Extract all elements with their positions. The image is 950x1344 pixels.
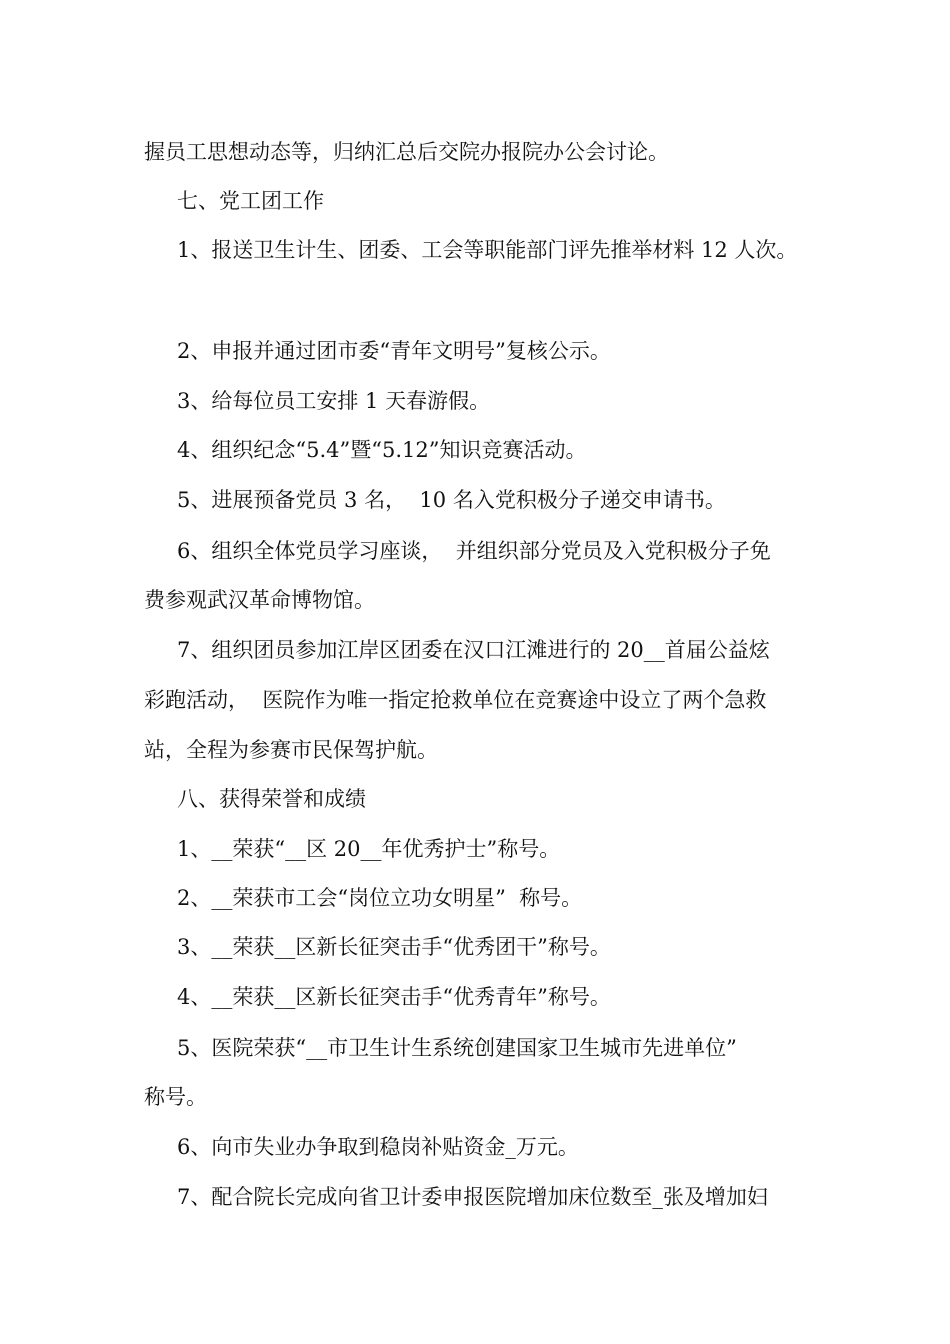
paragraph-line: 握员工思想动态等，归纳汇总后交院办报院办公会讨论。 (144, 140, 669, 164)
list-item: 2、__荣获市工会“岗位立功女明星” 称号。 (177, 886, 583, 910)
list-item: 4、组织纪念“5.4”暨“5.12”知识竞赛活动。 (177, 438, 587, 462)
list-item: 1、__荣获“__区 20__年优秀护士”称号。 (177, 837, 561, 861)
list-item-continuation: 站，全程为参赛市民保驾护航。 (144, 738, 438, 762)
list-item: 7、组织团员参加江岸区团委在汉口江滩进行的 20__首届公益炫 (177, 638, 770, 662)
list-item: 6、组织全体党员学习座谈， 并组织部分党员及入党积极分子免 (177, 539, 771, 563)
list-item-continuation: 费参观武汉革命博物馆。 (144, 588, 375, 612)
list-item: 5、医院荣获“__市卫生计生系统创建国家卫生城市先进单位” (177, 1036, 737, 1060)
list-item: 3、给每位员工安排 1 天春游假。 (177, 389, 491, 413)
list-item-continuation: 称号。 (144, 1085, 207, 1109)
list-item-continuation: 彩跑活动， 医院作为唯一指定抢救单位在竞赛途中设立了两个急救 (144, 688, 767, 712)
section-heading: 八、获得荣誉和成绩 (177, 787, 366, 811)
section-heading: 七、党工团工作 (177, 189, 324, 213)
list-item: 3、__荣获__区新长征突击手“优秀团干”称号。 (177, 935, 611, 959)
list-item: 4、__荣获__区新长征突击手“优秀青年”称号。 (177, 985, 611, 1009)
list-item: 5、进展预备党员 3 名， 10 名入党积极分子递交申请书。 (177, 488, 726, 512)
list-item: 6、向市失业办争取到稳岗补贴资金_万元。 (177, 1135, 579, 1159)
list-item: 1、报送卫生计生、团委、工会等职能部门评先推举材料 12 人次。 (177, 238, 798, 262)
list-item: 7、配合院长完成向省卫计委申报医院增加床位数至_张及增加妇 (177, 1185, 768, 1209)
list-item: 2、申报并通过团市委“青年文明号”复核公示。 (177, 339, 611, 363)
